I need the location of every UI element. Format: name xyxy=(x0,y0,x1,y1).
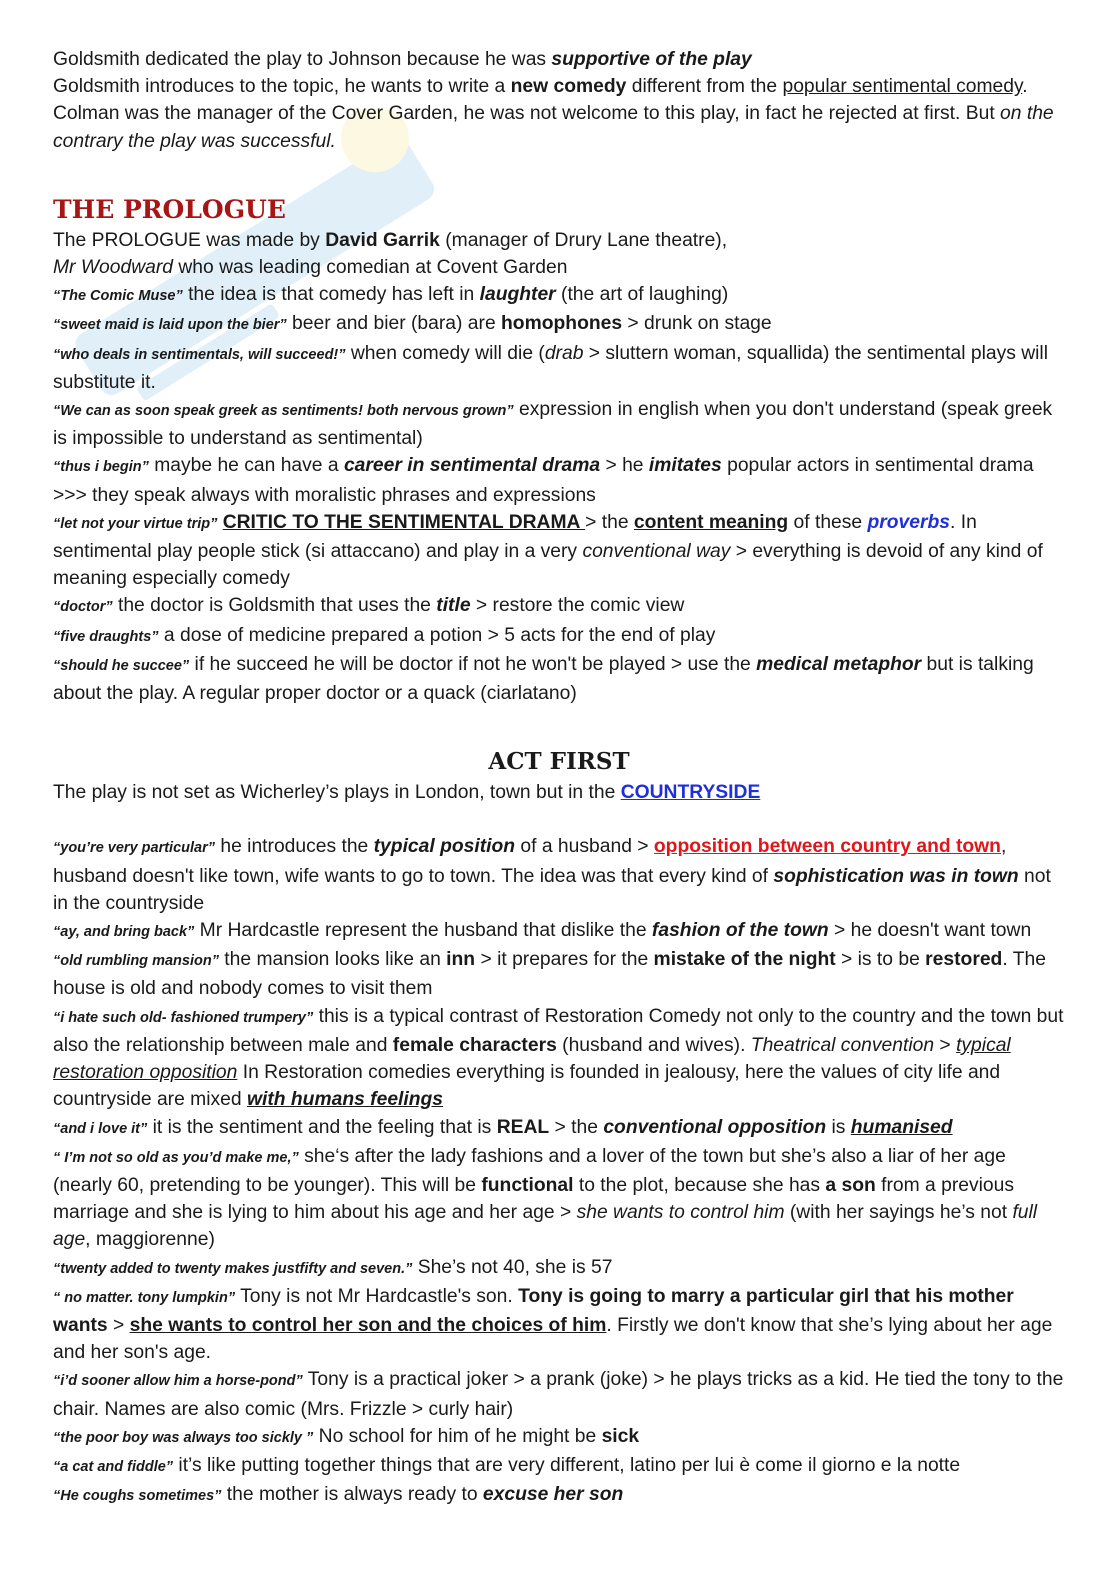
quote: “thus i begin” xyxy=(53,459,149,476)
quote: “ I’m not so old as you’d make me,” xyxy=(53,1149,299,1166)
quote: “ay, and bring back” xyxy=(53,924,195,941)
text: . Firstly we don't know that she’s lying about her age and her son's age. xyxy=(53,1314,1053,1364)
act-line-8 xyxy=(53,1283,1065,1367)
text: No school for him of he might be xyxy=(313,1425,602,1447)
emphasis: medical metaphor xyxy=(756,653,922,675)
italic-text: Theatrical convention xyxy=(750,1034,935,1056)
italic-text: conventional way xyxy=(582,541,731,563)
text: Mr Hardcastle represent the husband that dislike the xyxy=(194,920,652,942)
emphasis: female characters xyxy=(392,1034,557,1056)
italic-text: she wants to control him xyxy=(576,1202,785,1224)
emphasis: a son xyxy=(825,1174,876,1196)
underlined-italic: typical restoration opposition xyxy=(53,1034,1011,1084)
underlined-emphasis: content meaning xyxy=(633,511,789,533)
text: , maggiorenne) xyxy=(85,1229,215,1251)
act-line-9 xyxy=(53,1366,1065,1422)
prologue-line-9 xyxy=(53,592,1065,621)
quote: “i hate such old- fashioned trumpery” xyxy=(53,1009,314,1026)
quote: “He coughs sometimes” xyxy=(53,1488,222,1505)
prologue-line-8 xyxy=(53,509,1065,593)
text: > restore the comic view xyxy=(470,595,685,617)
emphasis: imitates xyxy=(648,455,722,477)
underlined-emphasis: humanised xyxy=(850,1116,953,1138)
italic-text: drab xyxy=(544,342,584,364)
text: > is to be xyxy=(835,949,926,971)
text: she‘s after the lady fashions and a lover of the town but she’s also a liar of her age (nearly 60, pretending to be younger). This will be xyxy=(53,1145,1006,1196)
countryside-link[interactable]: COUNTRYSIDE xyxy=(620,782,761,804)
text: a dose of medicine prepared a potion > 5 acts for the end of play xyxy=(158,624,716,646)
act-line-3 xyxy=(53,946,1065,1002)
text: but is talking about the play. A regular proper doctor or a quack (ciarlatano) xyxy=(53,653,1034,705)
text: popular actors in sentimental drama >>> they speak always with moralistic phrases and expressions xyxy=(53,455,1034,506)
emphasis: David Garrik xyxy=(325,229,440,251)
text: . The house is old and nobody comes to visit them xyxy=(53,949,1046,1000)
text: (the art of laughing) xyxy=(555,284,729,306)
act-line-6 xyxy=(53,1143,1065,1254)
text: the idea is that comedy has left in xyxy=(182,284,480,306)
prologue-line-7 xyxy=(53,452,1065,508)
quote: “a cat and fiddle” xyxy=(53,1458,174,1475)
italic-text: full age xyxy=(53,1202,1038,1251)
text: > xyxy=(107,1314,130,1336)
act-line-2 xyxy=(53,917,1065,946)
prologue-line-4 xyxy=(53,310,1065,339)
emphasis: restored xyxy=(925,949,1003,971)
text: (manager of Drury Lane theatre), xyxy=(439,229,728,251)
act-line-5 xyxy=(53,1114,1065,1143)
text: he introduces the xyxy=(215,836,374,858)
underlined-emphasis: with humans feelings xyxy=(246,1089,444,1111)
emphasis: new comedy xyxy=(510,76,627,98)
prologue-line-5 xyxy=(53,340,1065,396)
quote: “ no matter. tony lumpkin” xyxy=(53,1289,236,1306)
act-line-1 xyxy=(53,833,1065,917)
document-page xyxy=(53,46,1065,1510)
red-emphasis: opposition between country and town xyxy=(653,836,1001,858)
spacer xyxy=(53,806,1065,833)
prologue-heading: THE PROLOGUE xyxy=(53,194,286,224)
emphasis: supportive of the play xyxy=(551,49,752,70)
text: maybe he can have a xyxy=(148,455,344,477)
emphasis: mistake of the night xyxy=(653,949,836,971)
text: the doctor is Goldsmith that uses the xyxy=(112,595,437,617)
prologue-line-3 xyxy=(53,281,1065,310)
quote: “twenty added to twenty makes justfifty and seven.” xyxy=(53,1260,413,1277)
quote: “i’d sooner allow him a horse-pond” xyxy=(53,1373,303,1390)
underlined-text: popular sentimental comedy xyxy=(782,76,1023,98)
prologue-line-1 xyxy=(53,227,1065,254)
emphasis: typical position xyxy=(373,836,516,858)
text: not in the countryside xyxy=(53,865,1051,914)
quote: “should he succee” xyxy=(53,657,190,674)
emphasis: fashion of the town xyxy=(651,920,829,942)
quote: “doctor” xyxy=(53,599,113,616)
text: to the plot, because she has xyxy=(573,1174,826,1196)
prologue-line-2 xyxy=(53,254,1065,281)
emphasis: REAL xyxy=(496,1116,550,1138)
text: The play is not set as Wicherley’s plays in London, town but in the xyxy=(53,782,621,804)
emphasis: conventional opposition xyxy=(603,1116,827,1138)
emphasis: sick xyxy=(601,1425,640,1447)
text: Goldsmith dedicated the play to Johnson because he was xyxy=(53,49,552,70)
italic-text: on the contrary the play was successful. xyxy=(53,103,1054,152)
emphasis: title xyxy=(436,595,471,617)
quote: “and i love it” xyxy=(53,1120,148,1137)
quote: “sweet maid is laid upon the bier” xyxy=(53,317,287,334)
text: the mansion looks like an xyxy=(218,949,447,971)
text: Goldsmith introduces to the topic, he wants to write a xyxy=(53,76,511,98)
text: it is the sentiment and the feeling that is xyxy=(147,1116,497,1138)
blue-emphasis: proverbs xyxy=(867,511,951,533)
text: it’s like putting together things that are very different, latino per lui è come il giorno e la notte xyxy=(173,1454,961,1476)
emphasis: laughter xyxy=(479,284,556,306)
text: , husband doesn't like town, wife wants to go to town. The idea was that every kind of xyxy=(53,836,1007,887)
emphasis: functional xyxy=(481,1174,574,1196)
text: if he succeed he will be doctor if not he won't be played > use the xyxy=(189,653,757,675)
act-line-10 xyxy=(53,1423,1065,1452)
emphasis: sophistication was in town xyxy=(773,865,1019,887)
text: > everything is devoid of any kind of meaning especially comedy xyxy=(53,541,1043,590)
quote: “We can as soon speak greek as sentiments! both nervous grown” xyxy=(53,403,514,420)
text: from a previous marriage and she is lying to him about his age and her age > xyxy=(53,1174,1014,1224)
text: is xyxy=(826,1116,851,1138)
text: . In sentimental play people stick (si attaccano) and play in a very xyxy=(53,511,977,563)
emphasis: Tony is going to marry a particular girl that his mother wants xyxy=(53,1285,1014,1336)
act-first-heading: ACT FIRST xyxy=(488,748,630,776)
text: expression in english when you don't understand (speak greek is impossible to understand as sentimental) xyxy=(53,399,1053,450)
text: The PROLOGUE was made by xyxy=(53,229,326,251)
emphasis: excuse her son xyxy=(482,1484,624,1506)
emphasis: career in sentimental drama xyxy=(343,455,601,477)
underlined-emphasis: CRITIC TO THE SENTIMENTAL DRAMA xyxy=(222,511,586,533)
quote: “The Comic Muse” xyxy=(53,288,183,305)
intro-paragraph xyxy=(53,73,1065,155)
text: She’s not 40, she is 57 xyxy=(412,1256,613,1278)
italic-text: Mr Woodward xyxy=(53,257,173,279)
intro-line-1 xyxy=(53,46,1065,73)
quote: “let not your virtue trip” xyxy=(53,515,218,532)
underlined-emphasis: she wants to control her son and the choices of him xyxy=(129,1314,607,1336)
prologue-line-6 xyxy=(53,396,1065,452)
text: (husband and wives). xyxy=(556,1034,751,1056)
text: > he doesn't want town xyxy=(828,920,1032,942)
text: of these xyxy=(788,511,868,533)
prologue-line-10 xyxy=(53,622,1065,651)
act-line-12 xyxy=(53,1481,1065,1510)
text: different from the xyxy=(626,76,783,98)
text: In Restoration comedies everything is founded in jealousy, here the values of city life and countryside are mixed xyxy=(53,1062,1001,1111)
quote: “you’re very particular” xyxy=(53,840,215,857)
act-setting-line xyxy=(53,779,1065,806)
emphasis: homophones xyxy=(501,313,623,335)
quote: “five draughts” xyxy=(53,628,159,645)
act-line-7 xyxy=(53,1254,1065,1283)
text: the mother is always ready to xyxy=(221,1484,483,1506)
quote: “the poor boy was always too sickly ” xyxy=(53,1429,314,1446)
text: Tony is a practical joker > a prank (joke) > he plays tricks as a kid. He tied the tony to the chair. Names are also comic (Mrs. Frizzle > curly hair) xyxy=(53,1369,1064,1420)
text: beer and bier (bara) are xyxy=(286,313,502,335)
text: > the xyxy=(585,511,634,533)
text: > xyxy=(934,1034,957,1056)
quote: “who deals in sentimentals, will succeed!” xyxy=(53,346,346,363)
text: > the xyxy=(549,1116,604,1138)
text: > he xyxy=(600,455,649,477)
act-line-11 xyxy=(53,1452,1065,1481)
prologue-line-11 xyxy=(53,651,1065,707)
text: (with her sayings he’s not xyxy=(784,1202,1013,1224)
quote: “old rumbling mansion” xyxy=(53,953,219,970)
emphasis: inn xyxy=(446,949,476,971)
text: when comedy will die ( xyxy=(345,342,545,364)
text: > it prepares for the xyxy=(475,949,654,971)
text: of a husband > xyxy=(515,836,654,858)
text: . Colman was the manager of the Cover Garden, he was not welcome to this play, in fact he rejected at first. But xyxy=(53,76,1028,125)
text: this is a typical contrast of Restoration Comedy not only to the country and the town but also the relationship between male and xyxy=(53,1005,1064,1056)
text: who was leading comedian at Covent Garden xyxy=(173,257,568,279)
text: > drunk on stage xyxy=(622,313,772,335)
text: > sluttern woman, squallida) the sentimental plays will substitute it. xyxy=(53,342,1048,393)
act-line-4 xyxy=(53,1003,1065,1114)
text: Tony is not Mr Hardcastle's son. xyxy=(235,1285,519,1307)
